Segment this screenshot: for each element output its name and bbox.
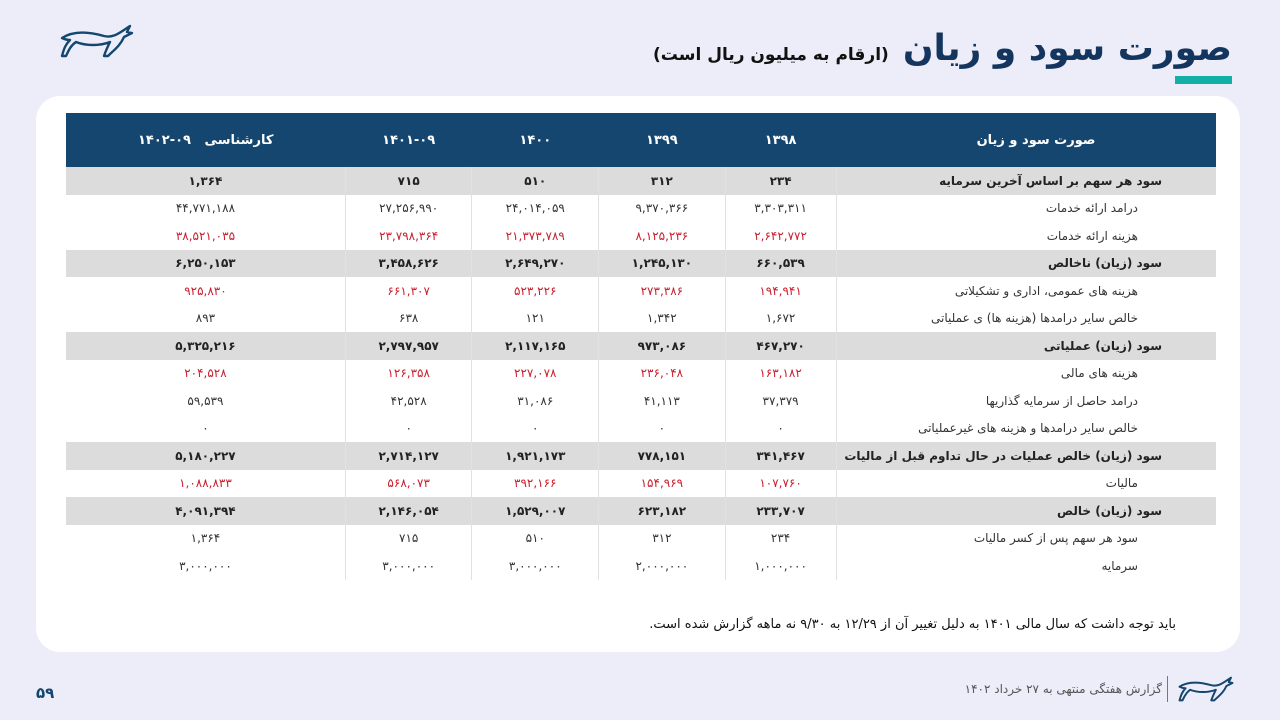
- table-cell: ۹۷۳,۰۸۶: [599, 332, 726, 360]
- row-label: درامد حاصل از سرمایه گذاریها: [836, 387, 1216, 415]
- table-cell: ۹۲۵,۸۳۰: [184, 283, 227, 298]
- table-cell: ۱۶۳,۱۸۲: [725, 360, 836, 388]
- table-cell: ۳۹۲,۱۶۶: [472, 470, 599, 498]
- column-header: ۱۴۰۰: [472, 113, 599, 167]
- table-cell: ۱,۰۸۸,۸۳۳: [179, 476, 232, 491]
- footnote: باید توجه داشت که سال مالی ۱۴۰۱ به دلیل تغییر آن از ۱۲/۲۹ به ۹/۳۰ نه ماهه گزارش شده است.: [649, 617, 1176, 632]
- table-cell: ۱,۶۷۲: [725, 305, 836, 333]
- table-cell: ۲۰۴,۵۲۸: [184, 366, 227, 381]
- table-row: [66, 525, 1216, 553]
- column-header: کارشناسی ۰۹-۱۴۰۲: [66, 113, 345, 167]
- table-cell: ۵۲۳,۲۲۶: [472, 277, 599, 305]
- table-cell: ۱۹۴,۹۴۱: [725, 277, 836, 305]
- column-header: ۱۴۰۱-۰۹: [345, 113, 472, 167]
- row-label: خالص سایر درامدها و هزینه های غیرعملیاتی: [836, 415, 1216, 443]
- table-cell: ۴۲,۵۲۸: [345, 387, 472, 415]
- table-cell: ۰: [202, 421, 209, 436]
- title-area: [653, 28, 1232, 69]
- table-cell: ۲۳۳,۷۰۷: [725, 497, 836, 525]
- table-row: [66, 332, 1216, 360]
- table-cell: ۰: [472, 415, 599, 443]
- row-label: سود (زیان) عملیاتی: [836, 332, 1216, 360]
- table-row: [66, 195, 1216, 223]
- table-cell: ۱,۳۶۴: [190, 531, 221, 546]
- row-label: درامد ارائه خدمات: [836, 195, 1216, 223]
- table-cell: ۱,۳۴۲: [599, 305, 726, 333]
- table-cell: ۶,۲۵۰,۱۵۳: [66, 250, 345, 278]
- column-header: ۱۳۹۸: [725, 113, 836, 167]
- footer-report-text: گزارش هفتگی منتهی به ۲۷ خرداد ۱۴۰۲: [964, 682, 1162, 696]
- table-cell: ۲۳۶,۰۴۸: [599, 360, 726, 388]
- table-body: [66, 167, 1216, 580]
- row-label: هزینه های مالی: [836, 360, 1216, 388]
- table-cell: ۶۶۱,۳۰۷: [345, 277, 472, 305]
- row-label: سود (زیان) ناخالص: [836, 250, 1216, 278]
- column-header: ۱۳۹۹: [599, 113, 726, 167]
- table-cell: ۲,۷۱۴,۱۲۷: [345, 442, 472, 470]
- company-logo-icon: [1178, 676, 1234, 702]
- table-cell: ۲۴,۰۱۴,۰۵۹: [472, 195, 599, 223]
- table-cell: ۴,۰۹۱,۳۹۴: [66, 497, 345, 525]
- table-cell: ۱۵۴,۹۶۹: [599, 470, 726, 498]
- table-cell: ۰: [345, 415, 472, 443]
- table-cell: ۶۶۰,۵۳۹: [725, 250, 836, 278]
- page-title: صورت سود و زیان: [902, 28, 1232, 69]
- income-statement-table: [66, 113, 1216, 580]
- row-label: سود (زیان) خالص: [836, 497, 1216, 525]
- title-underline: [1175, 76, 1232, 84]
- table-row: [66, 277, 1216, 305]
- table-cell: ۳۱,۰۸۶: [472, 387, 599, 415]
- table-cell: ۲,۶۴۹,۲۷۰: [472, 250, 599, 278]
- table-cell: ۱,۵۲۹,۰۰۷: [472, 497, 599, 525]
- table-cell: ۲۳۴: [725, 167, 836, 195]
- page-number: ۵۹: [36, 684, 55, 702]
- row-label: مالیات: [836, 470, 1216, 498]
- table-cell: ۱۰۷,۷۶۰: [725, 470, 836, 498]
- table-row: [66, 360, 1216, 388]
- table-cell: ۲۷,۲۵۶,۹۹۰: [345, 195, 472, 223]
- table-cell: ۲,۱۱۷,۱۶۵: [472, 332, 599, 360]
- table-cell: ۴۶۷,۲۷۰: [725, 332, 836, 360]
- table-cell: ۵,۳۲۵,۲۱۶: [66, 332, 345, 360]
- table-cell: ۷۱۵: [345, 525, 472, 553]
- table-cell: ۲,۶۴۲,۷۷۲: [725, 222, 836, 250]
- table-row: [66, 387, 1216, 415]
- table-cell: ۳۴۱,۴۶۷: [725, 442, 836, 470]
- table-cell: ۷۷۸,۱۵۱: [599, 442, 726, 470]
- table-cell: ۳۱۲: [599, 167, 726, 195]
- company-logo-icon: [60, 24, 134, 58]
- table-row: [66, 442, 1216, 470]
- table-cell: ۸۹۳: [195, 311, 216, 326]
- table-cell: ۲۳,۷۹۸,۳۶۴: [345, 222, 472, 250]
- table-cell: ۳,۰۰۰,۰۰۰: [179, 558, 232, 573]
- table-cell: ۳,۳۰۳,۳۱۱: [725, 195, 836, 223]
- column-header: صورت سود و زیان: [836, 113, 1216, 167]
- table-row: [66, 470, 1216, 498]
- table-cell: ۵,۱۸۰,۲۲۷: [66, 442, 345, 470]
- table-cell: ۳۷,۳۷۹: [725, 387, 836, 415]
- table-cell: ۱,۰۰۰,۰۰۰: [725, 552, 836, 580]
- table-cell: ۵۶۸,۰۷۳: [345, 470, 472, 498]
- table-cell: ۵۱۰: [472, 167, 599, 195]
- table-cell: ۲۳۴: [725, 525, 836, 553]
- table-row: [66, 222, 1216, 250]
- table-cell: ۲۲۷,۰۷۸: [472, 360, 599, 388]
- table-row: [66, 415, 1216, 443]
- table-cell: ۱۲۶,۳۵۸: [345, 360, 472, 388]
- page-subtitle: (ارقام به میلیون ریال است): [652, 45, 889, 65]
- table-row: [66, 167, 1216, 195]
- content-panel: [36, 96, 1240, 652]
- table-cell: ۱,۳۶۴: [66, 167, 345, 195]
- table-row: [66, 497, 1216, 525]
- table-cell: ۳,۴۵۸,۶۲۶: [345, 250, 472, 278]
- row-label: سرمایه: [836, 552, 1216, 580]
- table-cell: ۱,۹۲۱,۱۷۳: [472, 442, 599, 470]
- row-label: سود هر سهم بر اساس آخرین سرمایه: [836, 167, 1216, 195]
- table-row: [66, 305, 1216, 333]
- table-cell: ۵۱۰: [472, 525, 599, 553]
- footer-divider: [1167, 676, 1168, 702]
- table-cell: ۶۳۸: [345, 305, 472, 333]
- table-cell: ۵۹,۵۳۹: [187, 393, 224, 408]
- table-cell: ۸,۱۲۵,۲۳۶: [599, 222, 726, 250]
- table-cell: ۴۱,۱۱۳: [599, 387, 726, 415]
- table-cell: ۲,۷۹۷,۹۵۷: [345, 332, 472, 360]
- table-cell: ۷۱۵: [345, 167, 472, 195]
- row-label: خالص سایر درامدها (هزینه ها) ی عملیاتی: [836, 305, 1216, 333]
- table-cell: ۳,۰۰۰,۰۰۰: [345, 552, 472, 580]
- row-label: سود (زیان) خالص عملیات در حال تداوم قبل از مالیات: [836, 442, 1216, 470]
- table-cell: ۳۱۲: [599, 525, 726, 553]
- row-label: سود هر سهم پس از کسر مالیات: [836, 525, 1216, 553]
- table-row: [66, 250, 1216, 278]
- table-cell: ۱۲۱: [472, 305, 599, 333]
- table-header-row: [66, 113, 1216, 167]
- table-cell: ۱,۲۴۵,۱۳۰: [599, 250, 726, 278]
- table-cell: ۰: [725, 415, 836, 443]
- table-cell: ۲۷۳,۳۸۶: [599, 277, 726, 305]
- table-cell: ۲,۰۰۰,۰۰۰: [599, 552, 726, 580]
- table-cell: ۲۱,۳۷۳,۷۸۹: [472, 222, 599, 250]
- table-cell: ۶۲۳,۱۸۲: [599, 497, 726, 525]
- table-cell: ۳۸,۵۲۱,۰۳۵: [175, 228, 236, 243]
- table-cell: ۰: [599, 415, 726, 443]
- table-cell: ۳,۰۰۰,۰۰۰: [472, 552, 599, 580]
- table-row: [66, 552, 1216, 580]
- table-cell: ۲,۱۴۶,۰۵۴: [345, 497, 472, 525]
- table-cell: ۹,۳۷۰,۳۶۶: [599, 195, 726, 223]
- table-cell: ۴۴,۷۷۱,۱۸۸: [175, 201, 236, 216]
- row-label: هزینه ارائه خدمات: [836, 222, 1216, 250]
- row-label: هزینه های عمومی، اداری و تشکیلاتی: [836, 277, 1216, 305]
